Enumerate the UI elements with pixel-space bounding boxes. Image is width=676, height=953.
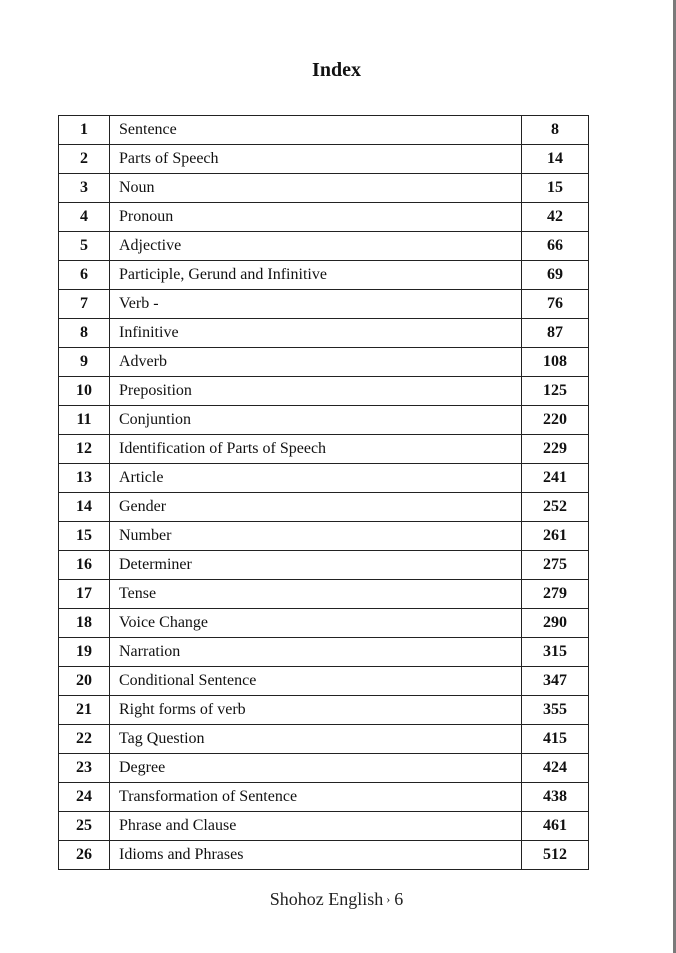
row-topic: Conjuntion <box>110 406 522 435</box>
index-table <box>58 115 589 870</box>
row-topic: Number <box>110 522 522 551</box>
row-topic: Sentence <box>110 116 522 145</box>
row-number: 20 <box>59 667 110 696</box>
row-number: 5 <box>59 232 110 261</box>
row-page-number: 14 <box>522 145 589 174</box>
row-number: 4 <box>59 203 110 232</box>
row-page-number: 252 <box>522 493 589 522</box>
footer-page-number: 6 <box>394 889 404 909</box>
table-row <box>59 203 589 232</box>
row-number: 1 <box>59 116 110 145</box>
table-row <box>59 638 589 667</box>
row-number: 17 <box>59 580 110 609</box>
row-page-number: 438 <box>522 783 589 812</box>
table-row <box>59 696 589 725</box>
row-topic: Verb - <box>110 290 522 319</box>
row-page-number: 125 <box>522 377 589 406</box>
row-page-number: 461 <box>522 812 589 841</box>
table-row <box>59 406 589 435</box>
page-title: Index <box>312 59 361 81</box>
row-topic: Right forms of verb <box>110 696 522 725</box>
row-number: 15 <box>59 522 110 551</box>
row-number: 10 <box>59 377 110 406</box>
row-topic: Preposition <box>110 377 522 406</box>
row-number: 16 <box>59 551 110 580</box>
row-page-number: 76 <box>522 290 589 319</box>
table-row <box>59 232 589 261</box>
table-row <box>59 290 589 319</box>
row-number: 19 <box>59 638 110 667</box>
row-number: 25 <box>59 812 110 841</box>
table-row <box>59 580 589 609</box>
row-number: 23 <box>59 754 110 783</box>
row-number: 9 <box>59 348 110 377</box>
row-topic: Participle, Gerund and Infinitive <box>110 261 522 290</box>
row-topic: Pronoun <box>110 203 522 232</box>
row-number: 22 <box>59 725 110 754</box>
table-row <box>59 493 589 522</box>
table-row <box>59 435 589 464</box>
row-page-number: 415 <box>522 725 589 754</box>
row-page-number: 315 <box>522 638 589 667</box>
row-topic: Voice Change <box>110 609 522 638</box>
row-number: 12 <box>59 435 110 464</box>
row-page-number: 512 <box>522 841 589 870</box>
row-number: 26 <box>59 841 110 870</box>
row-topic: Adjective <box>110 232 522 261</box>
row-page-number: 355 <box>522 696 589 725</box>
row-page-number: 424 <box>522 754 589 783</box>
index-table-body <box>59 116 589 870</box>
row-number: 18 <box>59 609 110 638</box>
row-topic: Narration <box>110 638 522 667</box>
row-topic: Adverb <box>110 348 522 377</box>
row-topic: Noun <box>110 174 522 203</box>
row-topic: Transformation of Sentence <box>110 783 522 812</box>
row-page-number: 241 <box>522 464 589 493</box>
row-number: 3 <box>59 174 110 203</box>
row-topic: Infinitive <box>110 319 522 348</box>
row-page-number: 229 <box>522 435 589 464</box>
row-topic: Parts of Speech <box>110 145 522 174</box>
row-number: 2 <box>59 145 110 174</box>
table-row <box>59 609 589 638</box>
table-row <box>59 725 589 754</box>
row-page-number: 66 <box>522 232 589 261</box>
table-row <box>59 783 589 812</box>
row-page-number: 87 <box>522 319 589 348</box>
row-page-number: 261 <box>522 522 589 551</box>
table-row <box>59 551 589 580</box>
row-page-number: 15 <box>522 174 589 203</box>
row-page-number: 8 <box>522 116 589 145</box>
row-topic: Idioms and Phrases <box>110 841 522 870</box>
row-number: 7 <box>59 290 110 319</box>
table-row <box>59 348 589 377</box>
row-number: 24 <box>59 783 110 812</box>
row-page-number: 69 <box>522 261 589 290</box>
row-page-number: 108 <box>522 348 589 377</box>
footer-separator: › <box>386 892 391 906</box>
footer-book-name: Shohoz English <box>269 889 384 909</box>
row-page-number: 42 <box>522 203 589 232</box>
table-row <box>59 812 589 841</box>
row-topic: Conditional Sentence <box>110 667 522 696</box>
row-topic: Identification of Parts of Speech <box>110 435 522 464</box>
row-page-number: 279 <box>522 580 589 609</box>
table-row <box>59 261 589 290</box>
table-row <box>59 667 589 696</box>
row-topic: Gender <box>110 493 522 522</box>
row-topic: Determiner <box>110 551 522 580</box>
row-number: 6 <box>59 261 110 290</box>
table-row <box>59 145 589 174</box>
row-page-number: 290 <box>522 609 589 638</box>
table-row <box>59 319 589 348</box>
row-number: 14 <box>59 493 110 522</box>
table-row <box>59 754 589 783</box>
row-number: 21 <box>59 696 110 725</box>
table-row <box>59 464 589 493</box>
row-topic: Tag Question <box>110 725 522 754</box>
table-row <box>59 174 589 203</box>
row-number: 8 <box>59 319 110 348</box>
row-topic: Article <box>110 464 522 493</box>
table-row <box>59 522 589 551</box>
row-topic: Degree <box>110 754 522 783</box>
row-topic: Phrase and Clause <box>110 812 522 841</box>
row-page-number: 347 <box>522 667 589 696</box>
row-number: 13 <box>59 464 110 493</box>
table-row <box>59 377 589 406</box>
table-row <box>59 116 589 145</box>
row-number: 11 <box>59 406 110 435</box>
row-page-number: 275 <box>522 551 589 580</box>
page-footer <box>0 888 673 910</box>
row-topic: Tense <box>110 580 522 609</box>
table-row <box>59 841 589 870</box>
row-page-number: 220 <box>522 406 589 435</box>
